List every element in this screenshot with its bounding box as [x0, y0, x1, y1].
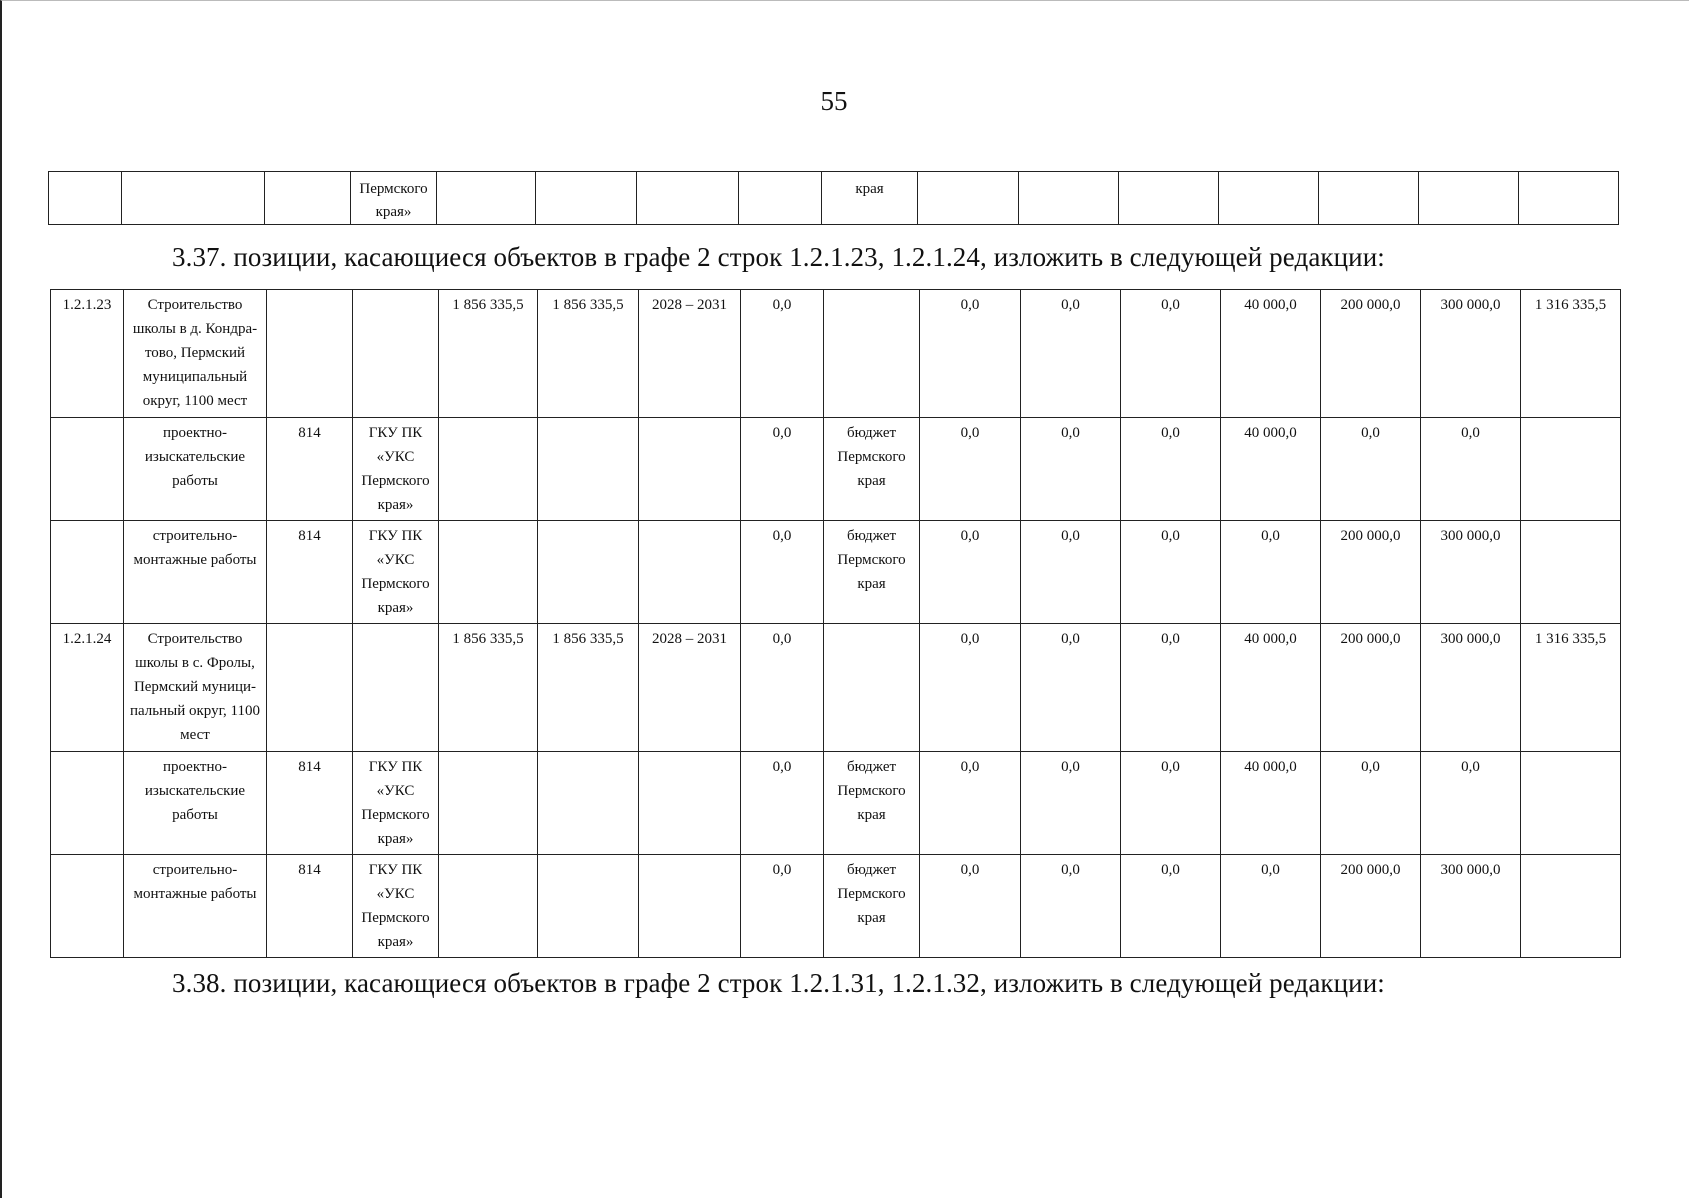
cell-y3: 0,0 — [1121, 752, 1221, 855]
cell-y4: 40 000,0 — [1221, 290, 1321, 418]
cell-spent: 0,0 — [741, 752, 824, 855]
cell-estimate-cost — [538, 855, 639, 958]
section-heading-3-38: 3.38. позиции, касающиеся объектов в графе 2 строк 1.2.1.31, 1.2.1.32, изложить в следующей редакции: — [172, 968, 1385, 998]
cell — [536, 172, 637, 225]
cell — [122, 172, 265, 225]
cell-code — [51, 855, 124, 958]
cell — [1319, 172, 1419, 225]
cell-y1: 0,0 — [920, 624, 1021, 752]
cell-y1: 0,0 — [920, 521, 1021, 624]
cell: края — [822, 172, 918, 225]
cell-total-cost — [439, 855, 538, 958]
cell-source: бюджет Пермского края — [824, 855, 920, 958]
cell — [1019, 172, 1119, 225]
cell-spent: 0,0 — [741, 290, 824, 418]
cell-y4: 40 000,0 — [1221, 418, 1321, 521]
cell-period — [639, 752, 741, 855]
cell-period: 2028 – 2031 — [639, 290, 741, 418]
cell-y2: 0,0 — [1021, 418, 1121, 521]
cell-y2: 0,0 — [1021, 521, 1121, 624]
cell — [1419, 172, 1519, 225]
objects-table — [50, 289, 1621, 958]
cell-spent: 0,0 — [741, 418, 824, 521]
cell-y6: 0,0 — [1421, 418, 1521, 521]
cell-code — [51, 521, 124, 624]
cell-y4: 0,0 — [1221, 521, 1321, 624]
cell-name: проектно-изыскательские работы — [124, 752, 267, 855]
cell-y3: 0,0 — [1121, 624, 1221, 752]
cell-after: 1 316 335,5 — [1521, 624, 1621, 752]
cell-total-cost — [439, 752, 538, 855]
cell-y5: 0,0 — [1321, 752, 1421, 855]
cell-total-cost: 1 856 335,5 — [439, 290, 538, 418]
cell-y1: 0,0 — [920, 855, 1021, 958]
cell-name: Строительство школы в с. Фролы, Пермский муници-пальный округ, 1100 мест — [124, 624, 267, 752]
cell-y3: 0,0 — [1121, 521, 1221, 624]
cell-grbs — [267, 290, 353, 418]
cell-code: 1.2.1.23 — [51, 290, 124, 418]
cell-y5: 200 000,0 — [1321, 290, 1421, 418]
cell-source: бюджет Пермского края — [824, 752, 920, 855]
cell-total-cost — [439, 418, 538, 521]
cell-y3: 0,0 — [1121, 855, 1221, 958]
cell-period — [639, 521, 741, 624]
cell: Пермского края» — [351, 172, 437, 225]
cell-y6: 300 000,0 — [1421, 290, 1521, 418]
cell-period — [639, 418, 741, 521]
cell — [1119, 172, 1219, 225]
cell-y4: 0,0 — [1221, 855, 1321, 958]
cell — [1219, 172, 1319, 225]
cell-executor — [353, 290, 439, 418]
cell-y4: 40 000,0 — [1221, 624, 1321, 752]
cell-after: 1 316 335,5 — [1521, 290, 1621, 418]
cell-after — [1521, 418, 1621, 521]
cell-y2: 0,0 — [1021, 752, 1121, 855]
cell-name: проектно-изыскательские работы — [124, 418, 267, 521]
cell — [49, 172, 122, 225]
cell — [637, 172, 739, 225]
cell-y6: 0,0 — [1421, 752, 1521, 855]
cell-period: 2028 – 2031 — [639, 624, 741, 752]
cell-executor: ГКУ ПК «УКС Пермского края» — [353, 521, 439, 624]
cell-y3: 0,0 — [1121, 418, 1221, 521]
cell-y6: 300 000,0 — [1421, 521, 1521, 624]
cell-y5: 200 000,0 — [1321, 521, 1421, 624]
cell — [265, 172, 351, 225]
cell-grbs: 814 — [267, 752, 353, 855]
cell-after — [1521, 752, 1621, 855]
cell-name: строительно-монтажные работы — [124, 855, 267, 958]
continuation-table — [48, 171, 1619, 225]
page-number: 55 — [820, 86, 848, 116]
cell-executor: ГКУ ПК «УКС Пермского края» — [353, 752, 439, 855]
cell-y5: 200 000,0 — [1321, 624, 1421, 752]
cell-y2: 0,0 — [1021, 855, 1121, 958]
cell-y5: 200 000,0 — [1321, 855, 1421, 958]
cell-y1: 0,0 — [920, 290, 1021, 418]
cell-name: строительно-монтажные работы — [124, 521, 267, 624]
section-heading-3-37: 3.37. позиции, касающиеся объектов в графе 2 строк 1.2.1.23, 1.2.1.24, изложить в следующей редакции: — [172, 242, 1385, 272]
table-row — [51, 521, 1621, 624]
cell-y4: 40 000,0 — [1221, 752, 1321, 855]
cell-estimate-cost — [538, 418, 639, 521]
cell-y5: 0,0 — [1321, 418, 1421, 521]
cell-code: 1.2.1.24 — [51, 624, 124, 752]
cell — [1519, 172, 1619, 225]
cell-total-cost — [439, 521, 538, 624]
cell-after — [1521, 521, 1621, 624]
table-row — [51, 418, 1621, 521]
cell-source: бюджет Пермского края — [824, 521, 920, 624]
cell-after — [1521, 855, 1621, 958]
cell-grbs: 814 — [267, 418, 353, 521]
cell-estimate-cost — [538, 752, 639, 855]
continuation-row — [49, 172, 1619, 225]
cell-y6: 300 000,0 — [1421, 855, 1521, 958]
cell-y2: 0,0 — [1021, 290, 1121, 418]
cell-y1: 0,0 — [920, 752, 1021, 855]
cell-y2: 0,0 — [1021, 624, 1121, 752]
cell — [918, 172, 1019, 225]
cell-y3: 0,0 — [1121, 290, 1221, 418]
cell-y1: 0,0 — [920, 418, 1021, 521]
cell-source — [824, 624, 920, 752]
cell-spent: 0,0 — [741, 855, 824, 958]
cell-estimate-cost: 1 856 335,5 — [538, 624, 639, 752]
cell-total-cost: 1 856 335,5 — [439, 624, 538, 752]
cell-y6: 300 000,0 — [1421, 624, 1521, 752]
cell — [437, 172, 536, 225]
cell-code — [51, 418, 124, 521]
cell-grbs — [267, 624, 353, 752]
cell-grbs: 814 — [267, 855, 353, 958]
cell-grbs: 814 — [267, 521, 353, 624]
table-row — [51, 855, 1621, 958]
cell-code — [51, 752, 124, 855]
cell-estimate-cost — [538, 521, 639, 624]
cell-executor — [353, 624, 439, 752]
table-row — [51, 624, 1621, 752]
cell-estimate-cost: 1 856 335,5 — [538, 290, 639, 418]
table-row — [51, 290, 1621, 418]
cell-executor: ГКУ ПК «УКС Пермского края» — [353, 855, 439, 958]
cell-executor: ГКУ ПК «УКС Пермского края» — [353, 418, 439, 521]
cell-spent: 0,0 — [741, 624, 824, 752]
cell-spent: 0,0 — [741, 521, 824, 624]
cell-name: Строительство школы в д. Кондра-тово, Пермский муниципальный округ, 1100 мест — [124, 290, 267, 418]
table-row — [51, 752, 1621, 855]
cell — [739, 172, 822, 225]
cell-period — [639, 855, 741, 958]
cell-source: бюджет Пермского края — [824, 418, 920, 521]
cell-source — [824, 290, 920, 418]
